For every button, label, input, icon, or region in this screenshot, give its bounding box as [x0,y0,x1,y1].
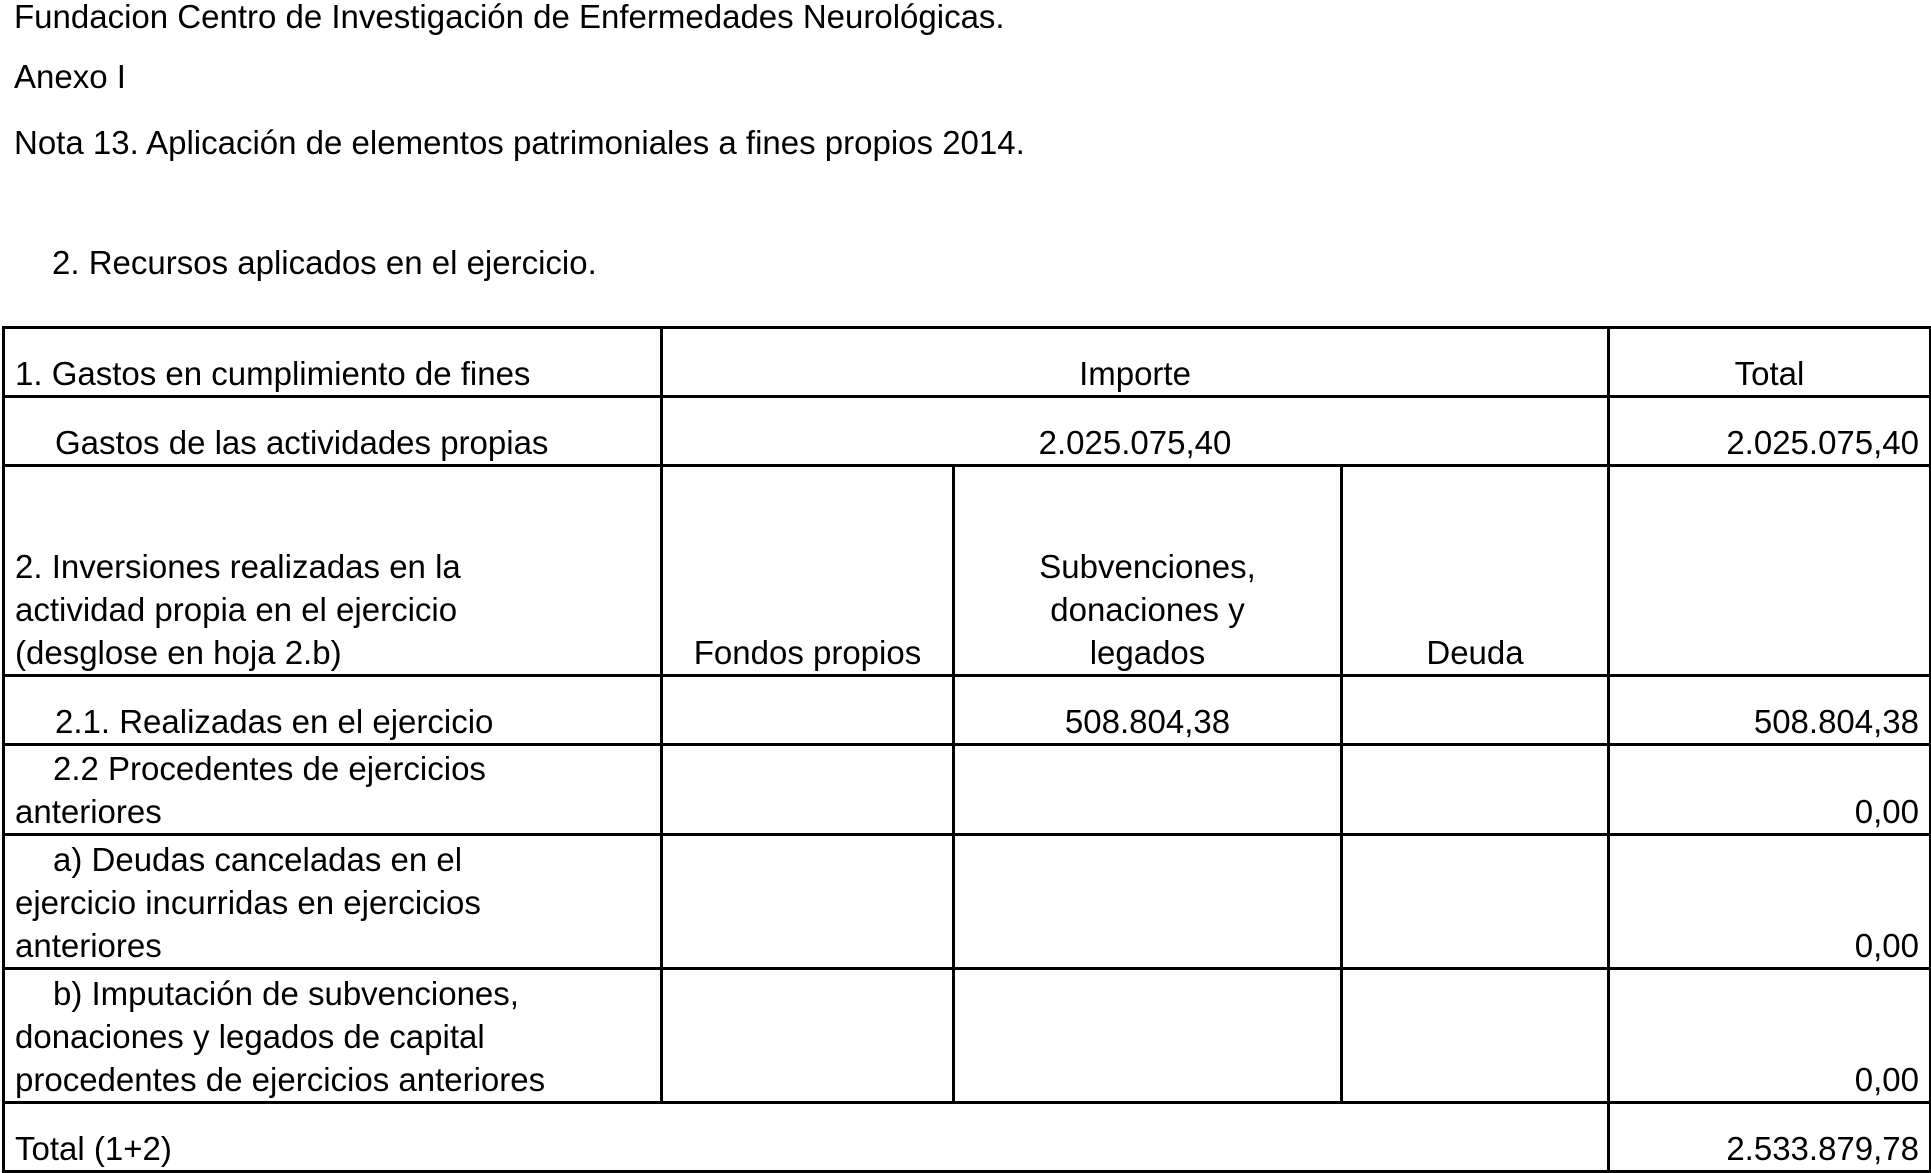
table-row-realizadas [4,676,1931,745]
gastos-total-cell: 2.025.075,40 [1609,397,1931,466]
annex-label: Anexo I [14,58,126,95]
procedentes-total-cell: 0,00 [1609,745,1931,835]
subvenciones-header-line: legados [1089,634,1206,671]
header-label-cell: 1. Gastos en cumplimiento de fines [4,328,662,397]
imputacion-fondos-cell [662,969,954,1103]
procedentes-deuda-cell [1342,745,1609,835]
table-row-inversiones [4,466,1931,676]
imputacion-subvenciones-cell [954,969,1342,1103]
inversiones-label-line: 2. Inversiones realizadas en la [15,548,461,585]
note-title: Nota 13. Aplicación de elementos patrimoniales a fines propios 2014. [14,124,1025,161]
deudas-fondos-cell [662,835,954,969]
inversiones-label-line: actividad propia en el ejercicio [15,591,458,628]
realizadas-label-cell: 2.1. Realizadas en el ejercicio [4,676,662,745]
procedentes-fondos-cell [662,745,954,835]
imputacion-label-line: procedentes de ejercicios anteriores [15,1061,546,1098]
imputacion-total-cell: 0,00 [1609,969,1931,1103]
realizadas-fondos-cell [662,676,954,745]
section-title: 2. Recursos aplicados en el ejercicio. [52,244,597,281]
table-row-imputacion [4,969,1931,1103]
realizadas-total-cell: 508.804,38 [1609,676,1931,745]
procedentes-label-line: 2.2 Procedentes de ejercicios [53,750,486,787]
table-row-procedentes [4,745,1931,835]
header-importe-cell: Importe [662,328,1609,397]
grand-total-cell: 2.533.879,78 [1609,1103,1931,1172]
realizadas-deuda-cell [1342,676,1609,745]
table-row-gastos [4,397,1931,466]
realizadas-subvenciones-cell: 508.804,38 [954,676,1342,745]
header-total-cell: Total [1609,328,1931,397]
table-row-deudas-canceladas [4,835,1931,969]
gastos-label-cell: Gastos de las actividades propias [4,397,662,466]
deudas-subvenciones-cell [954,835,1342,969]
table-row-total [4,1103,1931,1172]
document-title: Fundacion Centro de Investigación de Enfermedades Neurológicas. [14,0,1005,35]
procedentes-subvenciones-cell [954,745,1342,835]
subvenciones-header-line: donaciones y [1050,591,1245,628]
deudas-label-line: anteriores [15,927,162,964]
imputacion-label-line: b) Imputación de subvenciones, [53,975,519,1012]
deudas-total-cell: 0,00 [1609,835,1931,969]
imputacion-label-cell [4,969,662,1103]
fondos-propios-header-cell: Fondos propios [662,466,954,676]
total-label-cell: Total (1+2) [4,1103,1609,1172]
resources-table [2,326,1931,1173]
deuda-header-cell: Deuda [1342,466,1609,676]
inversiones-label-line: (desglose en hoja 2.b) [15,634,342,671]
procedentes-label-cell [4,745,662,835]
imputacion-deuda-cell [1342,969,1609,1103]
deudas-label-line: a) Deudas canceladas en el [53,841,463,878]
subvenciones-header-line: Subvenciones, [1039,548,1256,585]
gastos-importe-cell: 2.025.075,40 [662,397,1609,466]
procedentes-label-line: anteriores [15,793,162,830]
deudas-label-line: ejercicio incurridas en ejercicios [15,884,481,921]
inversiones-total-cell [1609,466,1931,676]
deudas-label-cell [4,835,662,969]
inversiones-label-cell [4,466,662,676]
imputacion-label-line: donaciones y legados de capital [15,1018,485,1055]
deudas-deuda-cell [1342,835,1609,969]
table-row-header [4,328,1931,397]
subvenciones-header-cell [954,466,1342,676]
